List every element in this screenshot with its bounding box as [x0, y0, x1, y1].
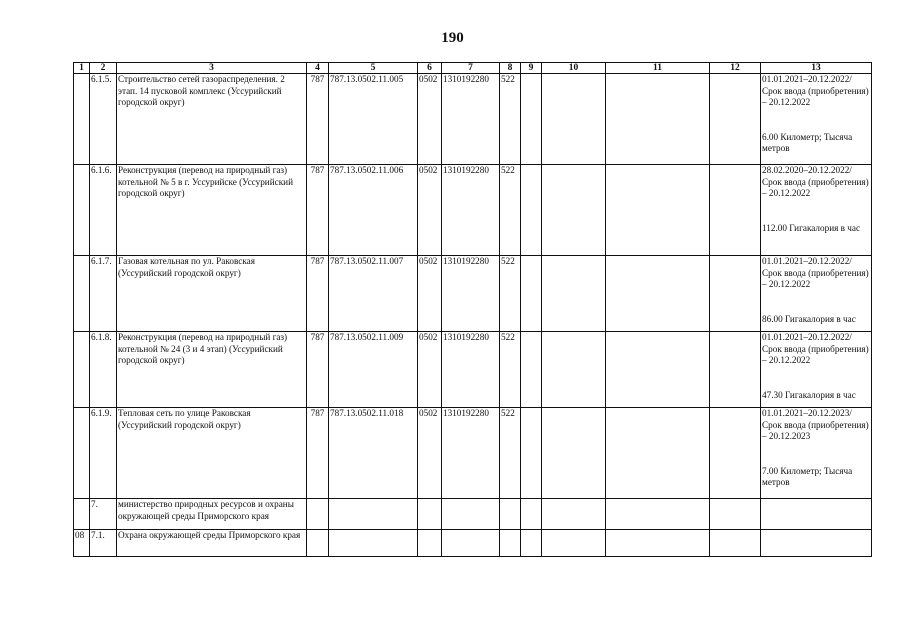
- cell-code: [74, 165, 90, 256]
- cell-description: министерство природных ресурсов и охраны окружающей среды Приморского края: [117, 499, 307, 530]
- cell-empty: [542, 256, 606, 332]
- table-row: [74, 74, 872, 165]
- cell-section-code: 0502: [418, 74, 442, 165]
- cell-empty: [442, 499, 500, 530]
- cell-description: Тепловая сеть по улице Раковская (Уссурийский городской округ): [117, 408, 307, 499]
- spacer: [762, 291, 870, 314]
- cell-empty: [521, 408, 542, 499]
- cell-item-number: 6.1.8.: [90, 332, 117, 408]
- cell-empty: [710, 332, 761, 408]
- cell-code: [74, 332, 90, 408]
- cell-target-code: 1310192280: [442, 256, 500, 332]
- cell-empty: [606, 165, 710, 256]
- cell-empty: [521, 74, 542, 165]
- cell-empty: [521, 530, 542, 557]
- cell-empty: [710, 74, 761, 165]
- cell-empty: [542, 74, 606, 165]
- page-number: 190: [441, 30, 464, 46]
- header-cell-4: 4: [307, 63, 329, 74]
- cell-code: [74, 499, 90, 530]
- header-cell-9: 9: [521, 63, 542, 74]
- cell-empty: [521, 165, 542, 256]
- table-row: [74, 256, 872, 332]
- cell-description: Охрана окружающей среды Приморского края: [117, 530, 307, 557]
- cell-section-code: 0502: [418, 332, 442, 408]
- cell-empty: [521, 499, 542, 530]
- cell-ministry-code: 787: [307, 74, 329, 165]
- budget-table: [73, 62, 872, 557]
- cell-empty: [521, 256, 542, 332]
- cell-target-code: 1310192280: [442, 332, 500, 408]
- table-row: [74, 408, 872, 499]
- header-cell-8: 8: [500, 63, 521, 74]
- cell-object-code: 787.13.0502.11.009: [329, 332, 418, 408]
- capacity-text: 7.00 Километр; Тысяча метров: [762, 465, 853, 487]
- cell-empty: [606, 408, 710, 499]
- cell-item-number: 6.1.5.: [90, 74, 117, 165]
- cell-empty: [606, 256, 710, 332]
- cell-empty: [307, 499, 329, 530]
- cell-description: Газовая котельная по ул. Раковская (Уссурийский городской округ): [117, 256, 307, 332]
- cell-period-capacity: [761, 332, 872, 408]
- cell-empty: [542, 499, 606, 530]
- header-cell-13: 13: [761, 63, 872, 74]
- cell-ministry-code: 787: [307, 256, 329, 332]
- cell-empty: [710, 165, 761, 256]
- cell-empty: [500, 499, 521, 530]
- header-cell-12: 12: [710, 63, 761, 74]
- header-cell-11: 11: [606, 63, 710, 74]
- cell-empty: [761, 499, 872, 530]
- table-row: [74, 530, 872, 557]
- cell-empty: [418, 499, 442, 530]
- header-cell-1: 1: [74, 63, 90, 74]
- header-cell-5: 5: [329, 63, 418, 74]
- cell-item-number: 6.1.6.: [90, 165, 117, 256]
- cell-empty: [442, 530, 500, 557]
- spacer: [762, 367, 870, 390]
- cell-period-capacity: [761, 74, 872, 165]
- cell-expense-type: 522: [500, 74, 521, 165]
- cell-empty: [606, 74, 710, 165]
- cell-object-code: 787.13.0502.11.005: [329, 74, 418, 165]
- cell-item-number: 7.1.: [90, 530, 117, 557]
- cell-section-code: 0502: [418, 165, 442, 256]
- cell-period-capacity: [761, 408, 872, 499]
- period-text: 01.01.2021–20.12.2022/ Срок ввода (приобретения) – 20.12.2022: [762, 332, 869, 365]
- cell-item-number: 7.: [90, 499, 117, 530]
- spacer: [762, 200, 870, 223]
- capacity-text: 86.00 Гигакалория в час: [762, 313, 856, 324]
- cell-empty: [606, 530, 710, 557]
- cell-code: [74, 74, 90, 165]
- cell-description: Строительство сетей газораспределения. 2 этап. 14 пусковой комплекс (Уссурийский городской округ): [117, 74, 307, 165]
- cell-empty: [710, 408, 761, 499]
- table-row: [74, 332, 872, 408]
- cell-ministry-code: 787: [307, 165, 329, 256]
- header-cell-3: 3: [117, 63, 307, 74]
- cell-section-code: 0502: [418, 408, 442, 499]
- cell-period-capacity: [761, 256, 872, 332]
- cell-empty: [500, 530, 521, 557]
- table-row: [74, 165, 872, 256]
- period-text: 01.01.2021–20.12.2022/ Срок ввода (приобретения) – 20.12.2022: [762, 256, 869, 289]
- cell-item-number: 6.1.7.: [90, 256, 117, 332]
- spacer: [762, 443, 870, 466]
- cell-empty: [329, 499, 418, 530]
- cell-empty: [710, 256, 761, 332]
- cell-object-code: 787.13.0502.11.007: [329, 256, 418, 332]
- cell-expense-type: 522: [500, 165, 521, 256]
- cell-expense-type: 522: [500, 408, 521, 499]
- cell-code: [74, 256, 90, 332]
- cell-ministry-code: 787: [307, 332, 329, 408]
- cell-object-code: 787.13.0502.11.006: [329, 165, 418, 256]
- cell-empty: [542, 408, 606, 499]
- cell-empty: [542, 332, 606, 408]
- period-text: 01.01.2021–20.12.2023/ Срок ввода (приобретения) – 20.12.2023: [762, 408, 869, 441]
- table-row: [74, 499, 872, 530]
- cell-empty: [521, 332, 542, 408]
- cell-empty: [542, 165, 606, 256]
- cell-empty: [307, 530, 329, 557]
- cell-ministry-code: 787: [307, 408, 329, 499]
- header-cell-7: 7: [442, 63, 500, 74]
- cell-description: Реконструкция (перевод на природный газ) котельной № 24 (3 и 4 этап) (Уссурийский городской округ): [117, 332, 307, 408]
- cell-code: [74, 408, 90, 499]
- cell-empty: [418, 530, 442, 557]
- capacity-text: 47.30 Гигакалория в час: [762, 389, 856, 400]
- cell-empty: [761, 530, 872, 557]
- cell-period-capacity: [761, 165, 872, 256]
- cell-target-code: 1310192280: [442, 408, 500, 499]
- cell-target-code: 1310192280: [442, 74, 500, 165]
- cell-target-code: 1310192280: [442, 165, 500, 256]
- capacity-text: 112.00 Гигакалория в час: [762, 222, 861, 233]
- cell-object-code: 787.13.0502.11.018: [329, 408, 418, 499]
- spacer: [762, 109, 870, 132]
- cell-empty: [606, 499, 710, 530]
- cell-empty: [542, 530, 606, 557]
- cell-expense-type: 522: [500, 332, 521, 408]
- header-row: [74, 63, 872, 74]
- header-cell-10: 10: [542, 63, 606, 74]
- cell-expense-type: 522: [500, 256, 521, 332]
- cell-description: Реконструкция (перевод на природный газ) котельной № 5 в г. Уссурийске (Уссурийский городской округ): [117, 165, 307, 256]
- cell-empty: [710, 499, 761, 530]
- capacity-text: 6.00 Километр; Тысяча метров: [762, 131, 853, 153]
- cell-empty: [710, 530, 761, 557]
- cell-empty: [606, 332, 710, 408]
- cell-section-code: 0502: [418, 256, 442, 332]
- cell-item-number: 6.1.9.: [90, 408, 117, 499]
- cell-empty: [329, 530, 418, 557]
- header-cell-2: 2: [90, 63, 117, 74]
- header-cell-6: 6: [418, 63, 442, 74]
- cell-code: 08: [74, 530, 90, 557]
- period-text: 28.02.2020–20.12.2022/ Срок ввода (приобретения) – 20.12.2022: [762, 165, 869, 198]
- period-text: 01.01.2021–20.12.2022/ Срок ввода (приобретения) – 20.12.2022: [762, 74, 869, 107]
